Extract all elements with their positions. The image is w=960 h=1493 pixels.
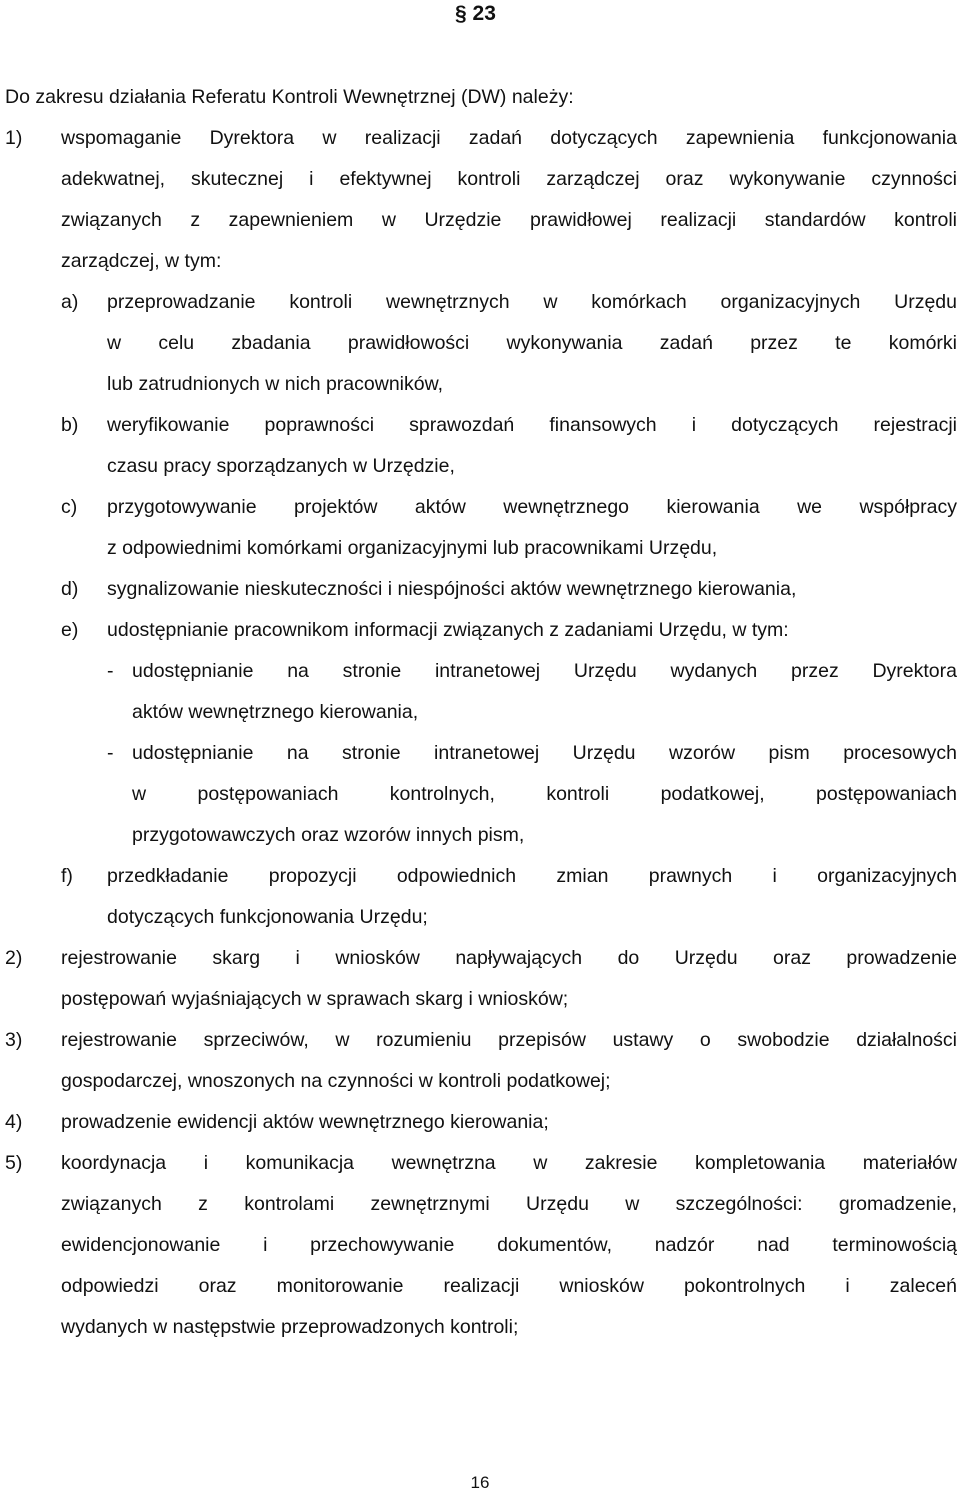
dash-item-line-text: udostępnianie na stronie intranetowej Urzędu wzorów pism procesowych xyxy=(132,742,957,764)
subitem-line xyxy=(0,323,960,364)
dash-item-line xyxy=(0,733,960,774)
subitem-line-text: udostępnianie pracownikom informacji związanych z zadaniami Urzędu, w tym: xyxy=(107,619,789,641)
list-item-line xyxy=(0,1307,960,1348)
list-item-line xyxy=(0,1102,960,1143)
list-item-line xyxy=(0,1061,960,1102)
subitem-line xyxy=(0,610,960,651)
item-number: 2) xyxy=(5,947,23,969)
list-item-line-text: zarządczej, w tym: xyxy=(61,250,222,272)
list-item-line-text: postępowań wyjaśniających w sprawach skarg i wniosków; xyxy=(61,988,569,1010)
list-item-line xyxy=(0,938,960,979)
subitem-letter: d) xyxy=(61,578,79,600)
subitem-line xyxy=(0,446,960,487)
list-item-line xyxy=(0,241,960,282)
subitem-letter: a) xyxy=(61,291,79,313)
subitem-line-text: czasu pracy sporządzanych w Urzędzie, xyxy=(107,455,455,477)
list-item-line-text: rejestrowanie sprzeciwów, w rozumieniu przepisów ustawy o swobodzie działalności xyxy=(61,1029,957,1051)
document-body xyxy=(0,77,960,1348)
item-number: 4) xyxy=(5,1111,23,1133)
dash-bullet: - xyxy=(107,742,114,764)
item-number: 5) xyxy=(5,1152,23,1174)
item-number: 1) xyxy=(5,127,23,149)
list-item-line-text: rejestrowanie skarg i wniosków napływających do Urzędu oraz prowadzenie xyxy=(61,947,957,969)
list-item-line xyxy=(0,159,960,200)
subitem-line-text: lub zatrudnionych w nich pracowników, xyxy=(107,373,444,395)
subitem-line xyxy=(0,364,960,405)
dash-item-line xyxy=(0,774,960,815)
subitem-line-text: przeprowadzanie kontroli wewnętrznych w komórkach organizacyjnych Urzędu xyxy=(107,291,957,313)
section-number: § 23 xyxy=(455,2,496,25)
subitem-line-text: z odpowiednimi komórkami organizacyjnymi lub pracownikami Urzędu, xyxy=(107,537,718,559)
subitem-line-text: sygnalizowanie nieskuteczności i niespójności aktów wewnętrznego kierowania, xyxy=(107,578,797,600)
intro-line xyxy=(0,77,960,118)
dash-item-line-text: przygotowawczych oraz wzorów innych pism, xyxy=(132,824,525,846)
list-item-line-text: odpowiedzi oraz monitorowanie realizacji wniosków pokontrolnych i zaleceń xyxy=(61,1275,957,1297)
intro-text: Do zakresu działania Referatu Kontroli Wewnętrznej (DW) należy: xyxy=(5,86,574,108)
list-item-line xyxy=(0,1184,960,1225)
subitem-line xyxy=(0,282,960,323)
list-item-line-text: związanych z zapewnieniem w Urzędzie prawidłowej realizacji standardów kontroli xyxy=(61,209,957,231)
list-item-line-text: prowadzenie ewidencji aktów wewnętrznego kierowania; xyxy=(61,1111,549,1133)
list-item-line-text: koordynacja i komunikacja wewnętrzna w zakresie kompletowania materiałów xyxy=(61,1152,957,1174)
dash-item-line-text: udostępnianie na stronie intranetowej Urzędu wydanych przez Dyrektora xyxy=(132,660,957,682)
subitem-line-text: przygotowywanie projektów aktów wewnętrznego kierowania we współpracy xyxy=(107,496,957,518)
subitem-line xyxy=(0,487,960,528)
list-item-line xyxy=(0,1020,960,1061)
subitem-letter: c) xyxy=(61,496,78,518)
subitem-line xyxy=(0,856,960,897)
subitem-line-text: przedkładanie propozycji odpowiednich zmian prawnych i organizacyjnych xyxy=(107,865,957,887)
dash-item-line xyxy=(0,651,960,692)
item-number: 3) xyxy=(5,1029,23,1051)
list-item-line-text: związanych z kontrolami zewnętrznymi Urzędu w szczególności: gromadzenie, xyxy=(61,1193,957,1215)
subitem-letter: b) xyxy=(61,414,79,436)
list-item-line xyxy=(0,118,960,159)
subitem-line xyxy=(0,528,960,569)
list-item-line-text: ewidencjonowanie i przechowywanie dokumentów, nadzór nad terminowością xyxy=(61,1234,957,1256)
list-item-line-text: wydanych w następstwie przeprowadzonych kontroli; xyxy=(61,1316,519,1338)
page-header xyxy=(0,0,960,34)
subitem-line-text: w celu zbadania prawidłowości wykonywania zadań przez te komórki xyxy=(107,332,957,354)
dash-item-line-text: aktów wewnętrznego kierowania, xyxy=(132,701,419,723)
list-item-line xyxy=(0,200,960,241)
dash-bullet: - xyxy=(107,660,114,682)
subitem-line xyxy=(0,569,960,610)
list-item-line xyxy=(0,1143,960,1184)
subitem-line-text: dotyczących funkcjonowania Urzędu; xyxy=(107,906,428,928)
list-item-line xyxy=(0,1225,960,1266)
subitem-line xyxy=(0,897,960,938)
dash-item-line xyxy=(0,692,960,733)
list-item-line-text: gospodarczej, wnoszonych na czynności w kontroli podatkowej; xyxy=(61,1070,611,1092)
page-number: 16 xyxy=(470,1473,490,1492)
dash-item-line-text: w postępowaniach kontrolnych, kontroli podatkowej, postępowaniach xyxy=(132,783,957,805)
subitem-letter: f) xyxy=(61,865,73,887)
subitem-line-text: weryfikowanie poprawności sprawozdań finansowych i dotyczących rejestracji xyxy=(107,414,957,436)
dash-item-line xyxy=(0,815,960,856)
subitem-letter: e) xyxy=(61,619,79,641)
list-item-line xyxy=(0,1266,960,1307)
list-item-line xyxy=(0,979,960,1020)
list-item-line-text: wspomaganie Dyrektora w realizacji zadań dotyczących zapewnienia funkcjonowania xyxy=(61,127,957,149)
list-item-line-text: adekwatnej, skutecznej i efektywnej kontroli zarządczej oraz wykonywanie czynności xyxy=(61,168,957,190)
subitem-line xyxy=(0,405,960,446)
